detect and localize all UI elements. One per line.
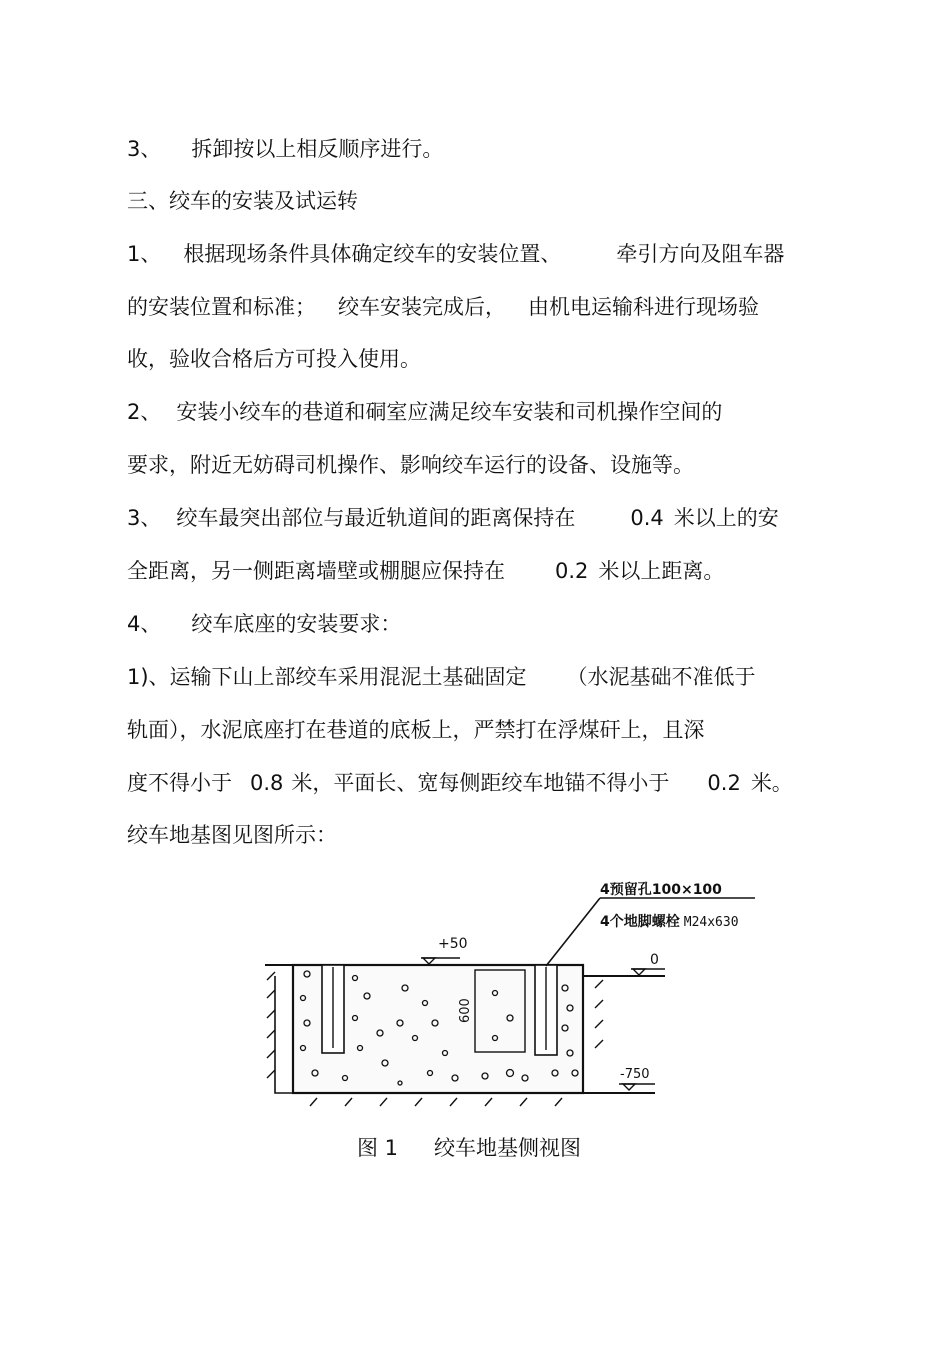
text-line-13 — [127, 769, 793, 797]
value-distance: 0.2 — [555, 559, 589, 583]
line-text: 安装小绞车的巷道和硐室应满足绞车安装和司机操作空间的 — [176, 400, 723, 424]
value-depth: 0.8 — [250, 771, 284, 795]
line-text: 绞车底座的安装要求： — [191, 612, 402, 636]
text-line-12 — [127, 716, 705, 744]
caption-title: 绞车地基侧视图 — [434, 1136, 582, 1160]
line-text: 由机电运输科进行现场验 — [528, 295, 759, 319]
elevation-marker-zero — [633, 969, 645, 975]
line-text: 绞车安装完成后， — [338, 295, 506, 319]
line-text: 拆卸按以上相反顺序进行。 — [191, 137, 444, 161]
item-number: 1、 — [127, 242, 162, 266]
line-text: 1)、运输下山上部绞车采用混泥土基础固定 — [127, 665, 527, 689]
line-text: 度不得小于 — [127, 771, 232, 795]
text-line-4 — [127, 293, 759, 321]
item-number: 3、 — [127, 506, 162, 530]
line-text: 要求，附近无妨碍司机操作、影响绞车运行的设备、设施等。 — [127, 453, 694, 477]
leader-line — [546, 898, 600, 966]
text-line-1 — [127, 135, 443, 163]
label-elevation-minus750: -750 — [620, 1067, 650, 1082]
item-number: 2、 — [127, 400, 162, 424]
line-text: 米以上的安 — [673, 506, 779, 530]
elevation-marker-plus50 — [423, 958, 435, 964]
figure-caption — [357, 1134, 581, 1162]
line-text: 的安装位置和标准； — [127, 295, 316, 319]
line-text: 米。 — [750, 771, 793, 795]
line-text: 米以上距离。 — [598, 559, 725, 583]
line-text: 全距离，另一侧距离墙壁或棚腿应保持在 — [127, 559, 505, 583]
line-text: 绞车地基图见图所示： — [127, 823, 337, 847]
item-number: 3、 — [127, 137, 162, 161]
line-text: 轨面），水泥底座打在巷道的底板上，严禁打在浮煤矸上，且深 — [127, 718, 705, 742]
line-text: 米，平面长、宽每侧距绞车地锚不得小于 — [291, 771, 670, 795]
caption-number: 图 1 — [357, 1136, 399, 1160]
elevation-marker-minus750 — [623, 1084, 635, 1090]
heading-text: 三、绞车的安装及试运转 — [127, 189, 358, 213]
line-text: 根据现场条件具体确定绞车的安装位置、 — [183, 242, 562, 266]
line-text: 收，验收合格后方可投入使用。 — [127, 347, 421, 371]
section-heading — [127, 187, 358, 215]
text-line-3 — [127, 240, 784, 268]
text-line-10 — [127, 610, 401, 638]
text-line-11 — [127, 663, 756, 691]
item-number: 4、 — [127, 612, 162, 636]
text-line-14 — [127, 821, 337, 849]
label-anchor-bolt: 4个地脚螺栓 M24x630 — [600, 914, 739, 930]
text-line-9 — [127, 557, 724, 585]
label-elevation-plus50: +50 — [438, 936, 468, 952]
line-text: （水泥基础不准低于 — [566, 665, 756, 689]
label-elevation-zero: 0 — [650, 952, 659, 968]
line-text: 绞车最突出部位与最近轨道间的距离保持在 — [176, 506, 576, 530]
text-line-8 — [127, 504, 779, 532]
text-line-6 — [127, 398, 722, 426]
label-depth-600: 600 — [458, 998, 473, 1023]
text-line-5 — [127, 345, 421, 373]
text-line-7 — [127, 451, 694, 479]
value-distance: 0.4 — [630, 506, 664, 530]
label-reserved-hole: 4预留孔100×100 — [600, 882, 722, 898]
value-distance: 0.2 — [707, 771, 741, 795]
line-text: 牵引方向及阻车器 — [616, 242, 785, 266]
winch-foundation-diagram — [255, 878, 775, 1118]
